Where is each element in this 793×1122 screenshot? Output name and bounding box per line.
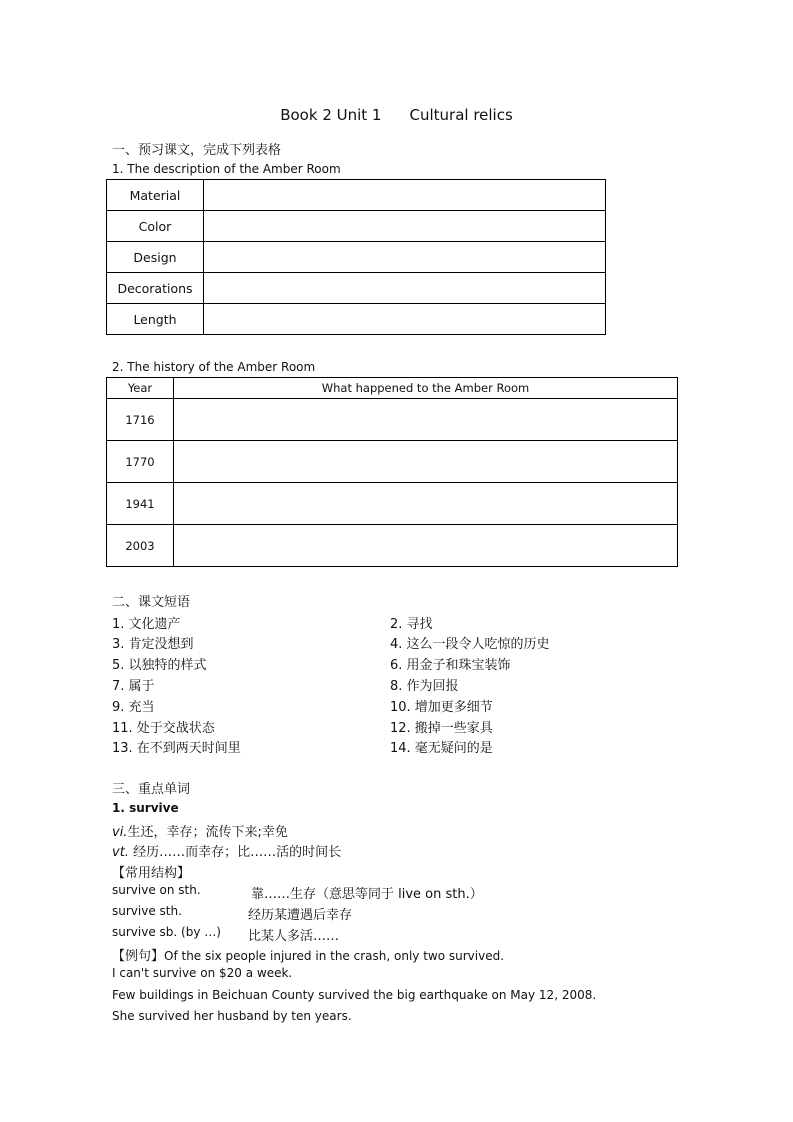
example-tag: 【例句】 <box>112 949 165 964</box>
section3-heading: 三、重点单词 <box>112 782 191 797</box>
row-label: Design <box>107 242 204 273</box>
example-first-line <box>112 945 504 964</box>
structure-en: survive sb. (by …) <box>112 925 221 939</box>
phrase-item: 8. 作为回报 <box>390 679 459 694</box>
q1-label: 1. The description of the Amber Room <box>112 162 341 176</box>
example-sentence: She survived her husband by ten years. <box>112 1009 352 1023</box>
answer-cell[interactable] <box>204 304 606 335</box>
phrase-item: 10. 增加更多细节 <box>390 700 493 715</box>
phrase-item: 9. 充当 <box>112 700 155 715</box>
table-row <box>107 180 606 211</box>
phrase-item: 14. 毫无疑问的是 <box>390 741 493 756</box>
vocab-word: 1. survive <box>112 801 179 815</box>
structure-zh: 比某人多活…… <box>248 929 340 944</box>
phrase-item: 12. 搬掉一些家具 <box>390 721 493 736</box>
answer-cell[interactable] <box>204 273 606 304</box>
table-row <box>107 399 678 441</box>
phrase-item: 11. 处于交战状态 <box>112 721 215 736</box>
answer-cell[interactable] <box>174 525 678 567</box>
row-label: Material <box>107 180 204 211</box>
table-row <box>107 304 606 335</box>
table-row <box>107 242 606 273</box>
row-label: Length <box>107 304 204 335</box>
definition-text: 经历……而幸存；比……活的时间长 <box>128 845 342 860</box>
structure-en: survive on sth. <box>112 883 201 897</box>
structure-en: survive sth. <box>112 904 182 918</box>
answer-cell[interactable] <box>174 483 678 525</box>
definition-vt <box>112 841 341 860</box>
q2-label: 2. The history of the Amber Room <box>112 360 316 374</box>
description-table <box>106 179 606 335</box>
row-label: Decorations <box>107 273 204 304</box>
table-row <box>107 211 606 242</box>
example-sentence: I can't survive on $20 a week. <box>112 966 293 980</box>
structure-heading: 【常用结构】 <box>112 866 191 881</box>
phrase-item: 1. 文化遗产 <box>112 617 181 632</box>
row-label: Color <box>107 211 204 242</box>
answer-cell[interactable] <box>174 441 678 483</box>
phrase-item: 7. 属于 <box>112 679 155 694</box>
answer-cell[interactable] <box>204 242 606 273</box>
definition-vi <box>112 821 288 840</box>
section2-heading: 二、课文短语 <box>112 595 191 610</box>
phrase-item: 13. 在不到两天时间里 <box>112 741 241 756</box>
table-row <box>107 273 606 304</box>
section1-heading: 一、预习课文，完成下列表格 <box>112 143 282 158</box>
header-event: What happened to the Amber Room <box>174 378 678 399</box>
table-row <box>107 483 678 525</box>
year-cell: 1941 <box>107 483 174 525</box>
year-cell: 1770 <box>107 441 174 483</box>
phrase-item: 4. 这么一段令人吃惊的历史 <box>390 637 550 652</box>
example-sentence: Few buildings in Beichuan County survived the big earthquake on May 12, 2008. <box>112 988 597 1002</box>
example-sentence: Of the six people injured in the crash, only two survived. <box>164 949 505 963</box>
definition-text: 生还，幸存；流传下来;幸免 <box>127 825 288 840</box>
page-title <box>0 106 793 124</box>
pos-label: vt. <box>112 845 129 860</box>
structure-zh: 靠……生存（意思等同于 live on sth.） <box>251 887 483 902</box>
phrase-item: 5. 以独特的样式 <box>112 658 207 673</box>
title-book-unit: Book 2 Unit 1 <box>280 106 382 124</box>
history-table <box>106 377 678 567</box>
answer-cell[interactable] <box>204 211 606 242</box>
title-topic: Cultural relics <box>409 106 513 124</box>
table-header-row <box>107 378 678 399</box>
year-cell: 1716 <box>107 399 174 441</box>
answer-cell[interactable] <box>174 399 678 441</box>
table-row <box>107 441 678 483</box>
structure-zh: 经历某遭遇后幸存 <box>248 908 353 923</box>
pos-label: vi. <box>112 825 128 840</box>
phrase-item: 2. 寻找 <box>390 617 433 632</box>
phrase-item: 3. 肯定没想到 <box>112 637 194 652</box>
answer-cell[interactable] <box>204 180 606 211</box>
table-row <box>107 525 678 567</box>
year-cell: 2003 <box>107 525 174 567</box>
phrase-item: 6. 用金子和珠宝装饰 <box>390 658 511 673</box>
header-year: Year <box>107 378 174 399</box>
